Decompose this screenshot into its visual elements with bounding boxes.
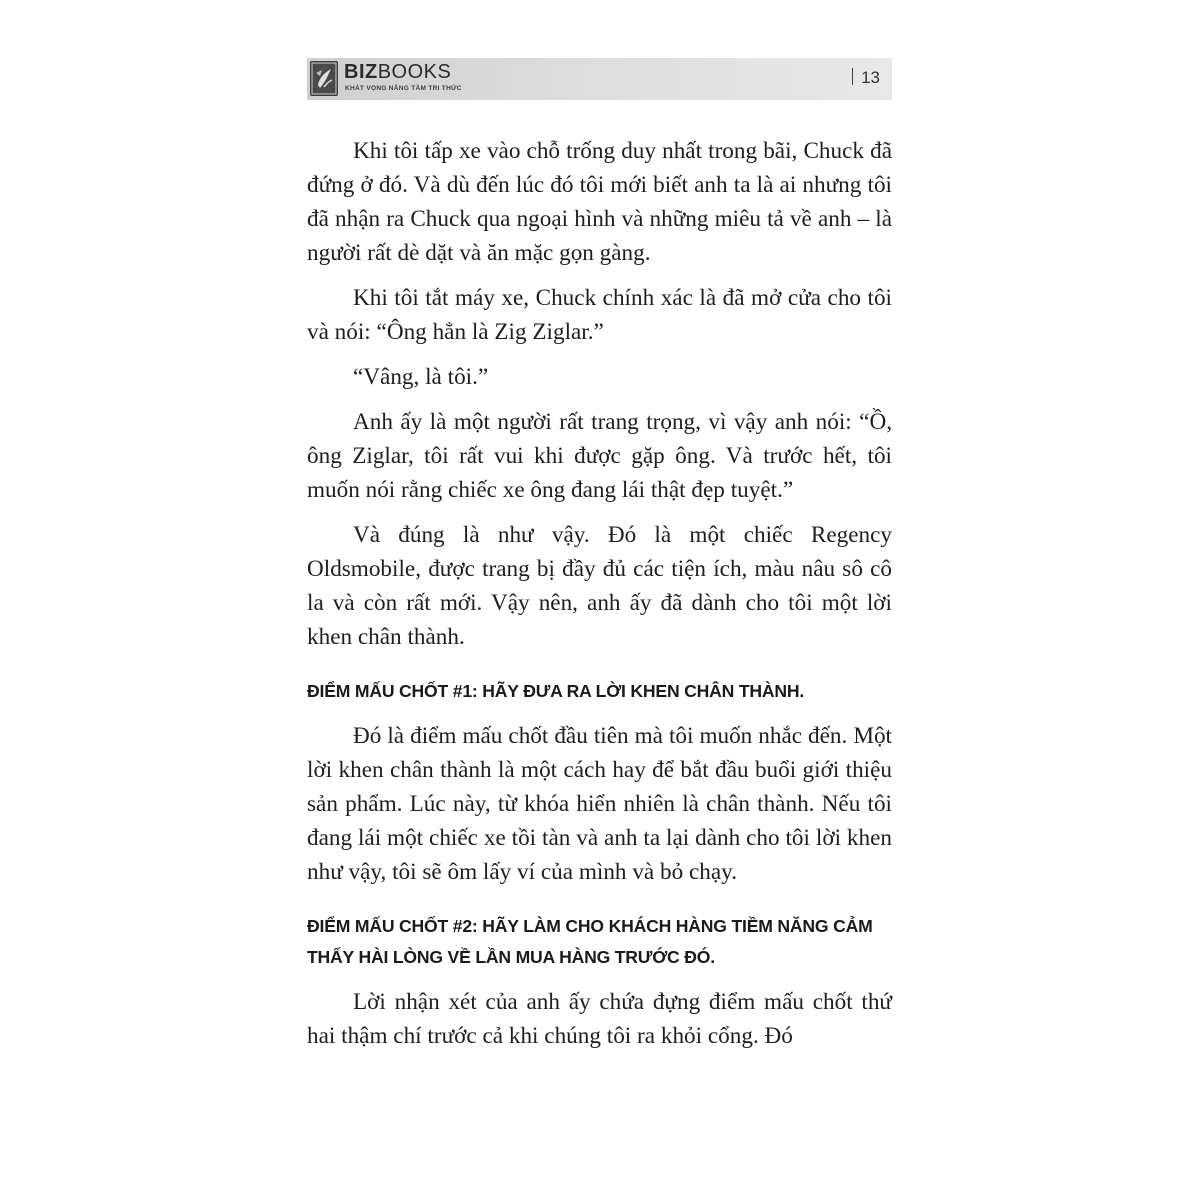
page-number-divider	[852, 68, 854, 85]
brand-tagline: KHÁT VỌNG NÂNG TẦM TRI THỨC	[345, 85, 462, 92]
paragraph: Và đúng là như vậy. Đó là một chiếc Regency Oldsmobile, được trang bị đầy đủ các tiện ích, màu nâu sô cô la và còn rất mới. Vậy nên, anh ấy đã dành cho tôi một lời khen chân thành.	[307, 522, 892, 650]
paragraph: Khi tôi tắt máy xe, Chuck chính xác là đã mở cửa cho tôi và nói: “Ông hẳn là Zig Ziglar.”	[307, 285, 892, 345]
paragraph: Lời nhận xét của anh ấy chứa đựng điểm mấu chốt thứ hai thậm chí trước cả khi chúng tôi ra khỏi cổng. Đó	[307, 989, 892, 1049]
paragraph: Đó là điểm mấu chốt đầu tiên mà tôi muốn nhắc đến. Một lời khen chân thành là một cách hay để bắt đầu buổi giới thiệu sản phẩm. Lúc này, từ khóa hiển nhiên là chân thành. Nếu tôi đang lái một chiếc xe tồi tàn và anh ta lại dành cho tôi lời khen như vậy, tôi sẽ ôm lấy ví của mình và bỏ chạy.	[307, 723, 892, 885]
page-number: 13	[852, 68, 880, 88]
bizbooks-logo-icon	[310, 61, 338, 96]
page-body	[307, 134, 892, 1064]
paragraph: Khi tôi tấp xe vào chỗ trống duy nhất trong bãi, Chuck đã đứng ở đó. Và dù đến lúc đó tôi mới biết anh ta là ai nhưng tôi đã nhận ra Chuck qua ngoại hình và những miêu tả về anh – là người rất dè dặt và ăn mặc gọn gàng.	[307, 138, 892, 266]
section-heading: ĐIỂM MẤU CHỐT #2: HÃY LÀM CHO KHÁCH HÀNG TIỀM NĂNG CẢM THẤY HÀI LÒNG VỀ LẦN MUA HÀNG TRƯỚC ĐÓ.	[307, 916, 873, 967]
page-header	[307, 58, 892, 100]
brand-name: BIZBOOKS	[344, 61, 452, 83]
section-heading: ĐIỂM MẤU CHỐT #1: HÃY ĐƯA RA LỜI KHEN CHÂN THÀNH.	[307, 681, 805, 701]
paragraph: Anh ấy là một người rất trang trọng, vì vậy anh nói: “Ồ, ông Ziglar, tôi rất vui khi được gặp ông. Và trước hết, tôi muốn nói rằng chiếc xe ông đang lái thật đẹp tuyệt.”	[307, 409, 892, 503]
paragraph: “Vâng, là tôi.”	[353, 364, 489, 390]
